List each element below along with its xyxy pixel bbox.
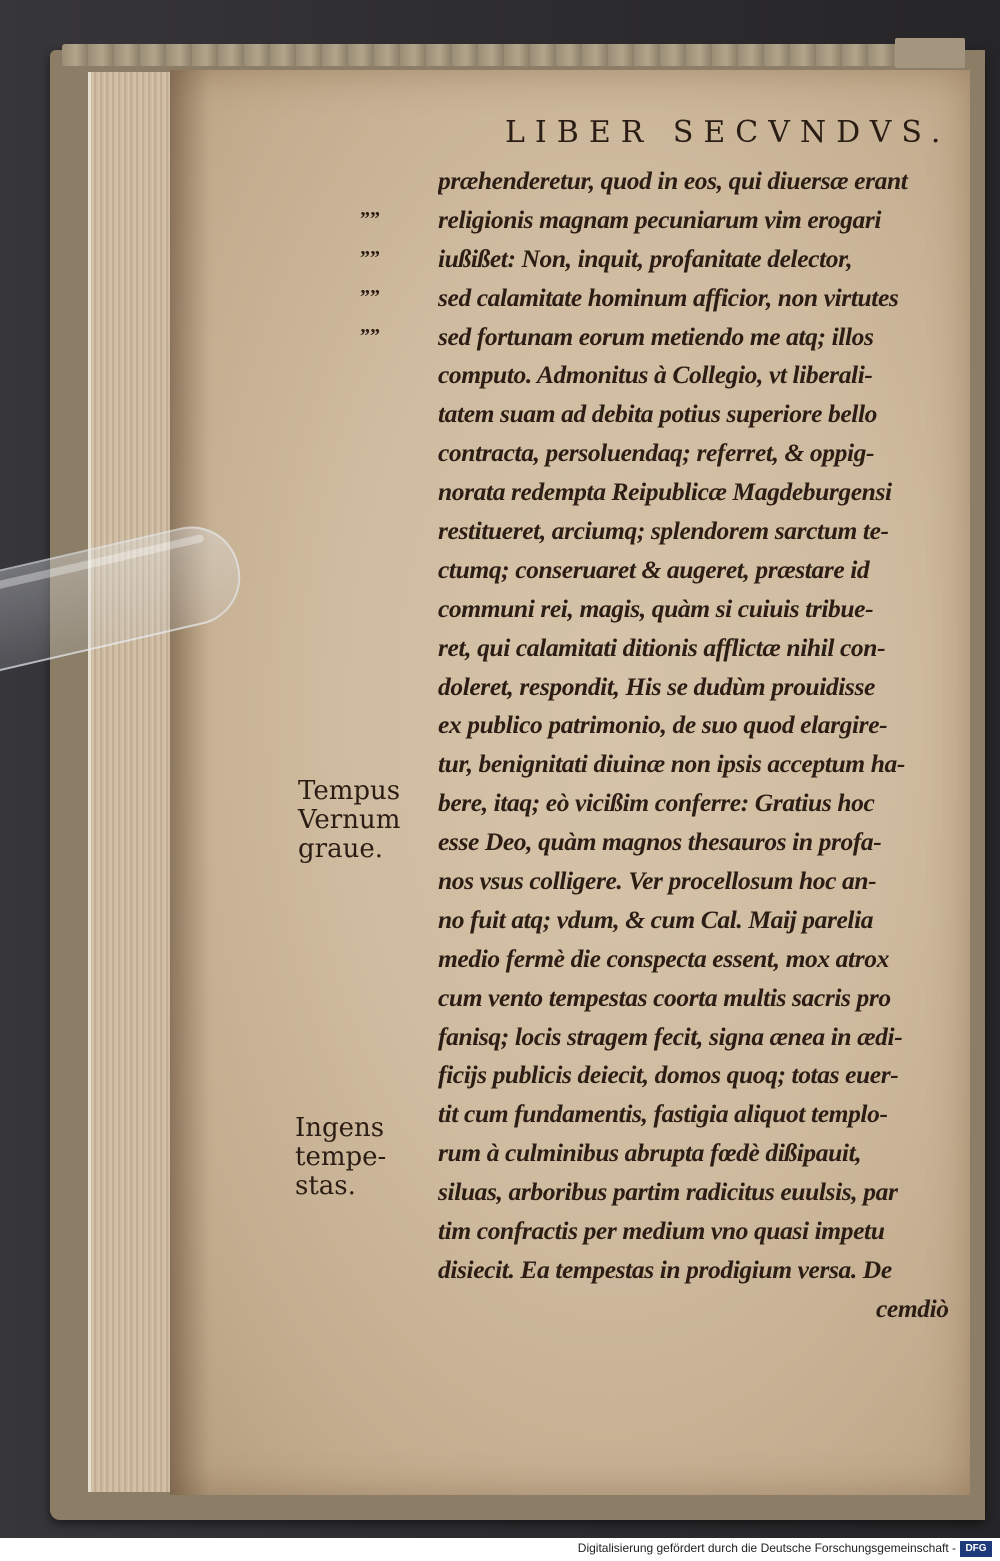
text-line: nos vsus colligere. Ver procellosum hoc an- [438,866,877,896]
text-line: religionis magnam pecuniarum vim erogari [438,204,882,234]
text-line: norata redempta Reipublicæ Magdeburgensi [438,477,892,507]
margin-note [298,777,400,864]
text-line: iußißet: Non, inquit, profanitate delector, [438,243,853,273]
text-line: siluas, arboribus partim radicitus euulsis, par [438,1177,898,1207]
gutter-shadow [170,70,210,1495]
text-line: medio fermè die conspecta essent, mox atrox [438,943,889,973]
text-line: bere, itaq; eò vicißim conferre: Gratius hoc [438,788,875,818]
margin-note-line: tempe- [295,1142,387,1172]
text-line: sed fortunam eorum metiendo me atq; illos [438,321,874,351]
text-line: no fuit atq; vdum, & cum Cal. Maij parelia [438,904,874,934]
text-line: esse Deo, quàm magnos thesauros in profa- [438,827,882,857]
text-line: tur, benignitati diuinæ non ipsis acceptum ha- [438,749,905,779]
body-text [438,162,968,1329]
text-line: ctumq; conseruaret & augeret, præstare id [438,554,870,584]
page-edges [88,72,181,1492]
text-line: sed calamitate hominum afficior, non virtutes [438,282,899,312]
cover-tab [895,38,965,68]
text-line: contracta, persoluendaq; referret, & oppig- [438,438,875,468]
quote-mark: ”” [360,285,380,308]
text-line: tim confractis per medium vno quasi impetu [438,1216,885,1246]
quote-mark: ”” [360,208,380,230]
margin-note-line: stas. [295,1171,356,1201]
catchword: cemdiò [876,1293,949,1323]
margin-note-line: Tempus [298,776,401,806]
quote-mark: ”” [360,324,380,347]
footer-credit: Digitalisierung gefördert durch die Deutsche Forschungsgemeinschaft - [577,1541,956,1555]
book-cover-top-edge [62,44,942,66]
text-line: computo. Admonitus à Collegio, vt liberali- [438,360,873,390]
quote-mark: ”” [360,246,380,269]
text-line: tatem suam ad debita potius superiore bello [438,399,877,429]
text-line: disiecit. Ea tempestas in prodigium versa. De [438,1254,892,1284]
text-line: doleret, respondit, His se dudùm prouidisse [438,671,875,701]
margin-note-line: Vernum [298,805,401,835]
margin-note-line: graue. [298,834,383,864]
text-line: communi rei, magis, quàm si cuiuis tribue- [438,593,874,623]
text-line: præhenderetur, quod in eos, qui diuersæ erant [438,166,908,195]
text-line: restitueret, arciumq; splendorem sarctum te- [438,516,889,546]
margin-note-line: Ingens [295,1113,385,1143]
text-line: rum à culminibus abrupta fœdè dißipauit, [438,1138,862,1168]
text-line: ret, qui calamitati ditionis afflictæ nihil con- [438,632,886,662]
text-line: ficijs publicis deiecit, domos quoq; totas euer- [438,1060,899,1090]
margin-note [295,1114,386,1201]
text-line: tit cum fundamentis, fastigia aliquot templo- [438,1099,888,1129]
footer-bar [0,1538,1000,1561]
dfg-logo: DFG [960,1541,992,1557]
running-header: LIBER SECVNDVS. [505,115,951,150]
quote-marks-column [360,200,405,356]
text-line: ex publico patrimonio, de suo quod elargire- [438,710,888,740]
text-line: fanisq; locis stragem fecit, signa ænea in ædi- [438,1021,903,1051]
text-line: cum vento tempestas coorta multis sacris pro [438,982,891,1012]
